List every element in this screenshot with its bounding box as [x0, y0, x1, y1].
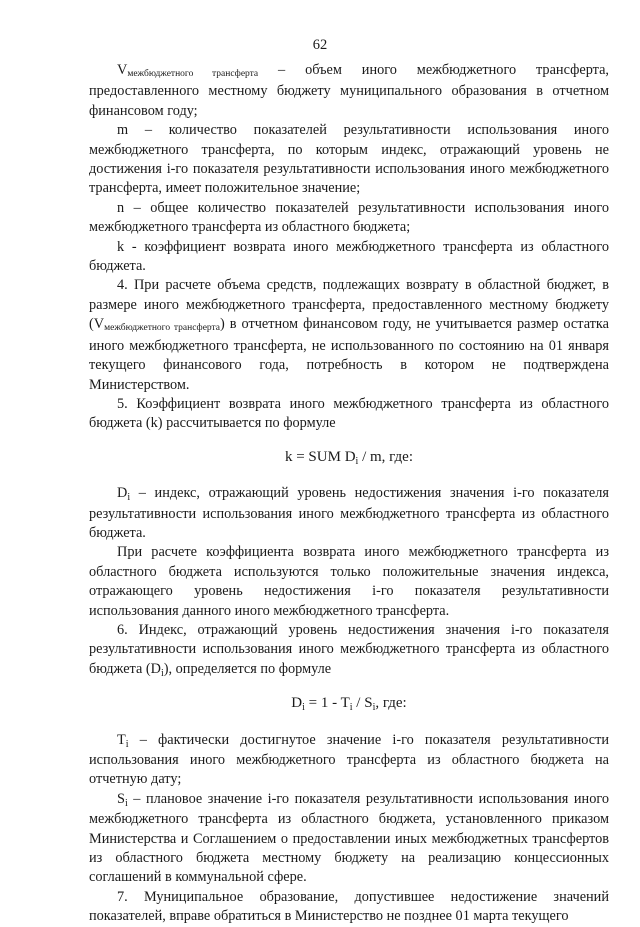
s-symbol: S [117, 790, 125, 807]
paragraph-d-definition [89, 484, 609, 543]
formula-k-a: k = SUM D [284, 448, 356, 465]
item-6-subscript: i [160, 667, 164, 679]
formula-d-symbol: D [291, 695, 303, 712]
v-subscript: межбюджетного трансферта [127, 69, 259, 79]
item-4-text-a: 4. При расчете объема средств, подлежащих возврату в областной бюджет, в размере иного межбюджетного трансферта, предоставленного местному бюджету (V [89, 277, 609, 333]
item-6-text-b: ), определяется по формуле [163, 660, 332, 677]
paragraph-item-7: 7. Муниципальное образование, допустившее недостижение значений показателей, вправе обратиться в Министерство не позднее 01 марта текущего [89, 888, 609, 925]
paragraph-item-5: 5. Коэффициент возврата иного межбюджетного трансферта из областного бюджета (k) рассчитывается по формуле [89, 395, 609, 432]
v-definition-text: – объем иного межбюджетного трансферта, предоставленного местному бюджету муниципального образования в отчетном финансовом году; [89, 62, 609, 119]
document-body [89, 61, 609, 927]
formula-d-sub3: i [372, 702, 376, 714]
t-symbol: T [117, 731, 126, 748]
s-definition-text: – плановое значение i-го показателя результативности использования иного межбюджетного трансферта из областного бюджета, установленного приказом Министерства и Соглашением о предоставлении иных межбюджетных трансфертов из областного бюджета местному бюджету на реализацию концессионных соглашений в коммунальной сфере. [89, 790, 609, 886]
paragraph-positive-values: При расчете коэффициента возврата иного межбюджетного трансферта из областного бюджета используются только положительные значения индекса, отражающего уровень недостижения i-го показателя результативности использования данного иного межбюджетного трансферта. [89, 544, 609, 619]
formula-d-mid: = 1 - T [304, 695, 350, 712]
s-subscript: i [124, 797, 128, 809]
item-6-text-a: 6. Индекс, отражающий уровень недостижения значения i-го показателя результативности использования иного межбюджетного трансферта из областного бюджета (D [89, 621, 609, 677]
paragraph-m-definition: m – количество показателей результативности использования иного межбюджетного трансферта, по которым индекс, отражающий уровень не достижения i-го показателя результативности использования иного межбюджетного трансферта, имеет положительное значение; [89, 122, 609, 197]
paragraph-n-definition: n – общее количество показателей результативности использования иного межбюджетного трансферта из областного бюджета; [89, 199, 609, 236]
item-4-subscript: межбюджетного трансферта [104, 323, 221, 334]
formula-d [89, 694, 609, 714]
v-symbol: V [117, 62, 128, 78]
formula-d-sub1: i [302, 702, 305, 714]
t-definition-text: – фактически достигнутое значение i-го показателя результативности использования иного межбюджетного трансферта из областного бюджета на отчетную дату; [89, 731, 609, 788]
page-number: 62 [312, 37, 328, 53]
formula-k [89, 448, 609, 468]
paragraph-item-6 [89, 621, 609, 680]
item-4-text-b: ) в отчетном финансовом году, не учитывается размер остатка иного межбюджетного трансферта, не использованного по состоянию на 01 января текущего финансового года, потребность в котором не подтверждена Министерством. [89, 316, 609, 393]
d-definition-text: – индекс, отражающий уровень недостижения значения i-го показателя результативности использования иного межбюджетного трансферта из областного бюджета. [89, 485, 609, 541]
paragraph-t-definition [89, 731, 609, 790]
formula-d-mid2: / S [352, 695, 373, 712]
paragraph-item-4 [89, 276, 609, 394]
formula-k-b: / m, где: [358, 448, 414, 465]
paragraph-k-definition: k - коэффициент возврата иного межбюджетного трансферта из областного бюджета. [89, 238, 609, 275]
formula-d-sub2: i [349, 702, 353, 714]
d-symbol: D [117, 485, 128, 502]
paragraph-v-definition [89, 61, 609, 121]
formula-d-end: , где: [375, 695, 407, 712]
paragraph-s-definition [89, 790, 609, 888]
formula-k-sub: i [355, 455, 359, 467]
d-subscript: i [127, 492, 131, 504]
t-subscript: i [125, 738, 129, 750]
